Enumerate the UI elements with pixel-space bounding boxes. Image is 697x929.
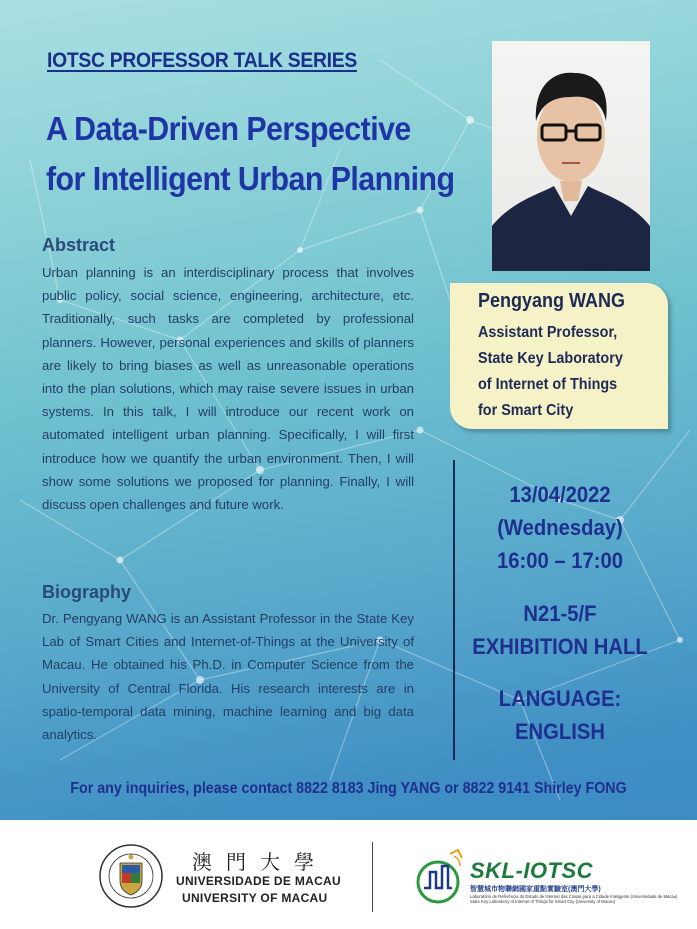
- abstract-text: Urban planning is an interdisciplinary process that involves public policy, social science, engineering, architecture, etc. Traditionally, such tasks are completed by professional planners. However, personal experiences and skills of planners are likely to bring biases as well as unreasonable operations into the plan solutions, which may raise severe issues in urban systems. In this talk, I will introduce our recent work on automated intelligent urban planning. Specifically, I will first introduce how we quantify the urban environment. Then, I will show some solutions we proposed for planning. Finally, I will discuss open challenges and future work.: [42, 265, 414, 513]
- contact-info: For any inquiries, please contact 8822 8183 Jing YANG or 8822 9141 Shirley FONG: [70, 780, 627, 797]
- event-time: 16:00 – 17:00: [496, 548, 624, 573]
- event-language: ENGLISH: [515, 719, 605, 744]
- speaker-role-line: State Key Laboratory: [478, 350, 623, 367]
- speaker-name: Pengyang WANG: [478, 290, 626, 312]
- biography-heading: Biography: [42, 582, 132, 602]
- abstract-heading: Abstract: [42, 235, 116, 255]
- divider-line: [453, 460, 455, 760]
- skl-iotsc-name: SKL-IOTSC: [470, 858, 594, 883]
- talk-title-line2: for Intelligent Urban Planning: [46, 160, 455, 197]
- talk-title-line1: A Data-Driven Perspective: [46, 110, 411, 147]
- speaker-role-line: for Smart City: [478, 402, 574, 419]
- speaker-photo: [492, 41, 650, 271]
- biography-text: Dr. Pengyang WANG is an Assistant Professor in the State Key Lab of Smart Cities and Internet-of-Things at the University of Macau. He obtained his Ph.D. in Computer Science from the University of Central Florida. His research interests are in spatio-temporal data mining, machine learning and big data analytics.: [42, 611, 414, 743]
- university-seal-icon: [98, 843, 164, 909]
- skl-chinese-name: 智慧城市物聯網國家重點實驗室(澳門大學): [470, 886, 601, 893]
- event-date: 13/04/2022: [509, 482, 611, 507]
- um-english-name: UNIVERSITY OF MACAU: [182, 891, 328, 905]
- event-language-label: LANGUAGE:: [498, 686, 622, 711]
- series-title: IOTSC PROFESSOR TALK SERIES: [47, 49, 357, 72]
- event-weekday: (Wednesday): [497, 515, 623, 540]
- um-chinese-name: 澳門大學: [192, 850, 328, 874]
- speaker-role-line: Assistant Professor,: [478, 324, 618, 341]
- skl-portuguese-name: Laboratório de Referência do Estado de Internet das Coisas para a Cidade Inteligente (Universidade de Macau): [470, 894, 678, 899]
- um-portuguese-name: UNIVERSIDADE DE MACAU: [176, 874, 341, 888]
- skl-lab-subtitle: [470, 894, 678, 904]
- skl-english-name: State Key Laboratory of Internet of Things for Smart City (University of Macau): [470, 899, 616, 904]
- skl-iotsc-logo-icon: [412, 846, 470, 906]
- speaker-role: [478, 320, 623, 424]
- event-venue-line1: N21-5/F: [523, 601, 597, 626]
- speaker-role-line: of Internet of Things: [478, 376, 618, 393]
- footer-divider: [372, 842, 373, 912]
- talk-title: [46, 104, 455, 204]
- event-venue-line2: EXHIBITION HALL: [472, 634, 648, 659]
